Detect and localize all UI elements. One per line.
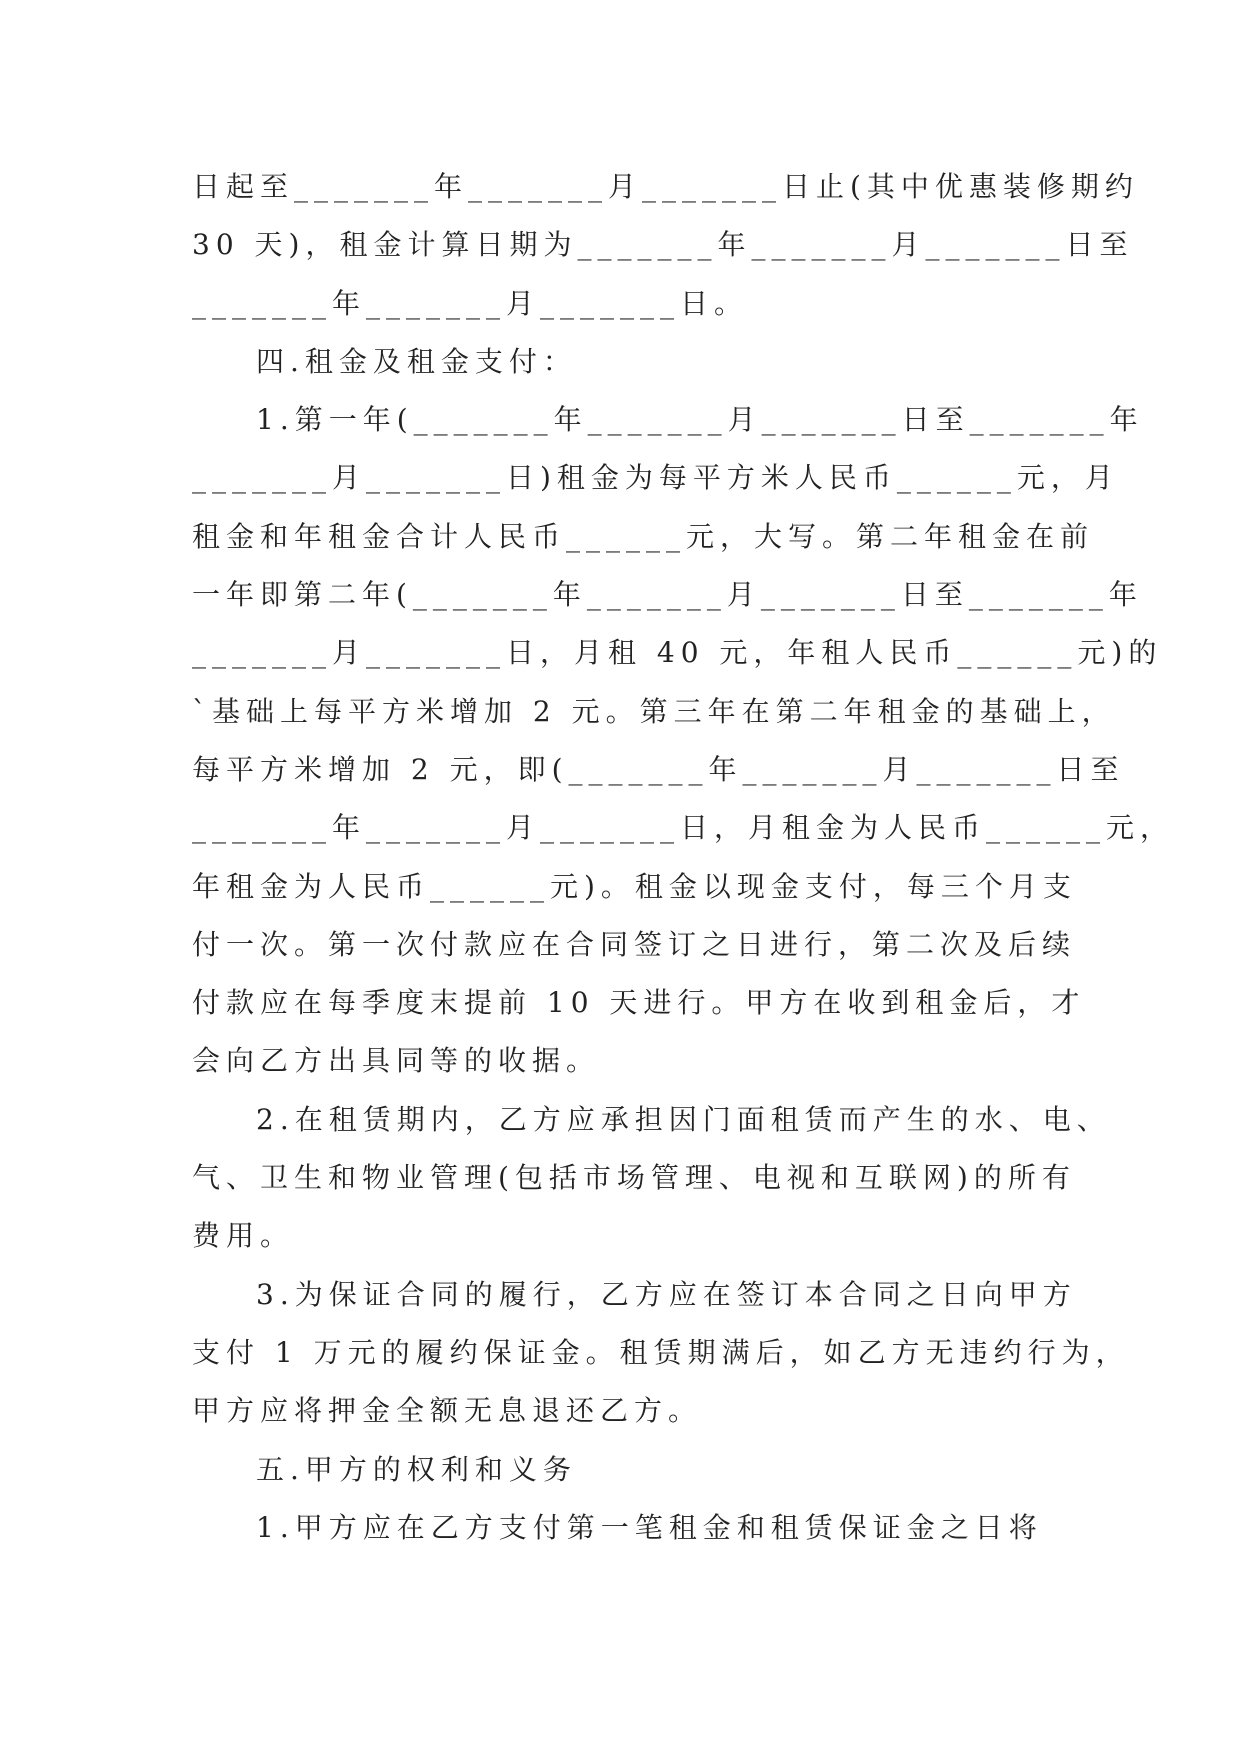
text-line: 付一次。第一次付款应在合同签订之日进行，第二次及后续 <box>192 927 1077 961</box>
text-line: 租金和年租金合计人民币______元，大写。第二年租金在前 <box>192 519 1095 553</box>
text-line: 费用。 <box>192 1219 295 1253</box>
section-heading: 五.甲方的权利和义务 <box>256 1452 577 1486</box>
text-line: 支付 1 万元的履约保证金。租赁期满后，如乙方无违约行为， <box>192 1335 1130 1369</box>
section-heading: 四.租金及租金支付： <box>256 344 577 378</box>
text-line: 气、卫生和物业管理(包括市场管理、电视和互联网)的所有 <box>192 1161 1076 1195</box>
text-line: 会向乙方出具同等的收据。 <box>192 1044 601 1078</box>
text-line: _______年_______月_______日，月租金为人民币______元， <box>192 811 1175 845</box>
text-line: 30 天)，租金计算日期为_______年_______月_______日至 <box>192 228 1134 262</box>
text-line: 2.在租赁期内，乙方应承担因门面租赁而产生的水、电、 <box>256 1102 1111 1136</box>
text-line: _______月_______日)租金为每平方米人民币______元，月 <box>192 461 1119 495</box>
text-line: 3.为保证合同的履行，乙方应在签订本合同之日向甲方 <box>256 1277 1077 1311</box>
text-line: _______月_______日，月租 40 元，年租人民币______元)的 <box>192 636 1163 670</box>
text-line: 年租金为人民币______元)。租金以现金支付，每三个月支 <box>192 869 1077 903</box>
text-line: 付款应在每季度末提前 10 天进行。甲方在收到租金后，才 <box>192 986 1086 1020</box>
text-line: 日起至_______年_______月_______日止(其中优惠装修期约 <box>192 170 1139 203</box>
text-line: 1.甲方应在乙方支付第一笔租金和租赁保证金之日将 <box>256 1510 1043 1544</box>
document-body <box>192 158 1175 1557</box>
text-line: 甲方应将押金全额无息退还乙方。 <box>192 1394 703 1428</box>
text-line: 1.第一年(_______年_______月_______日至_______年 <box>256 403 1144 437</box>
text-line: `基础上每平方米增加 2 元。第三年在第二年租金的基础上， <box>192 694 1116 728</box>
text-line: _______年_______月_______日。 <box>192 286 749 320</box>
text-line: 一年即第二年(_______年_______月_______日至_______年 <box>192 578 1143 612</box>
text-line: 每平方米增加 2 元，即(_______年_______月_______日至 <box>192 752 1125 786</box>
